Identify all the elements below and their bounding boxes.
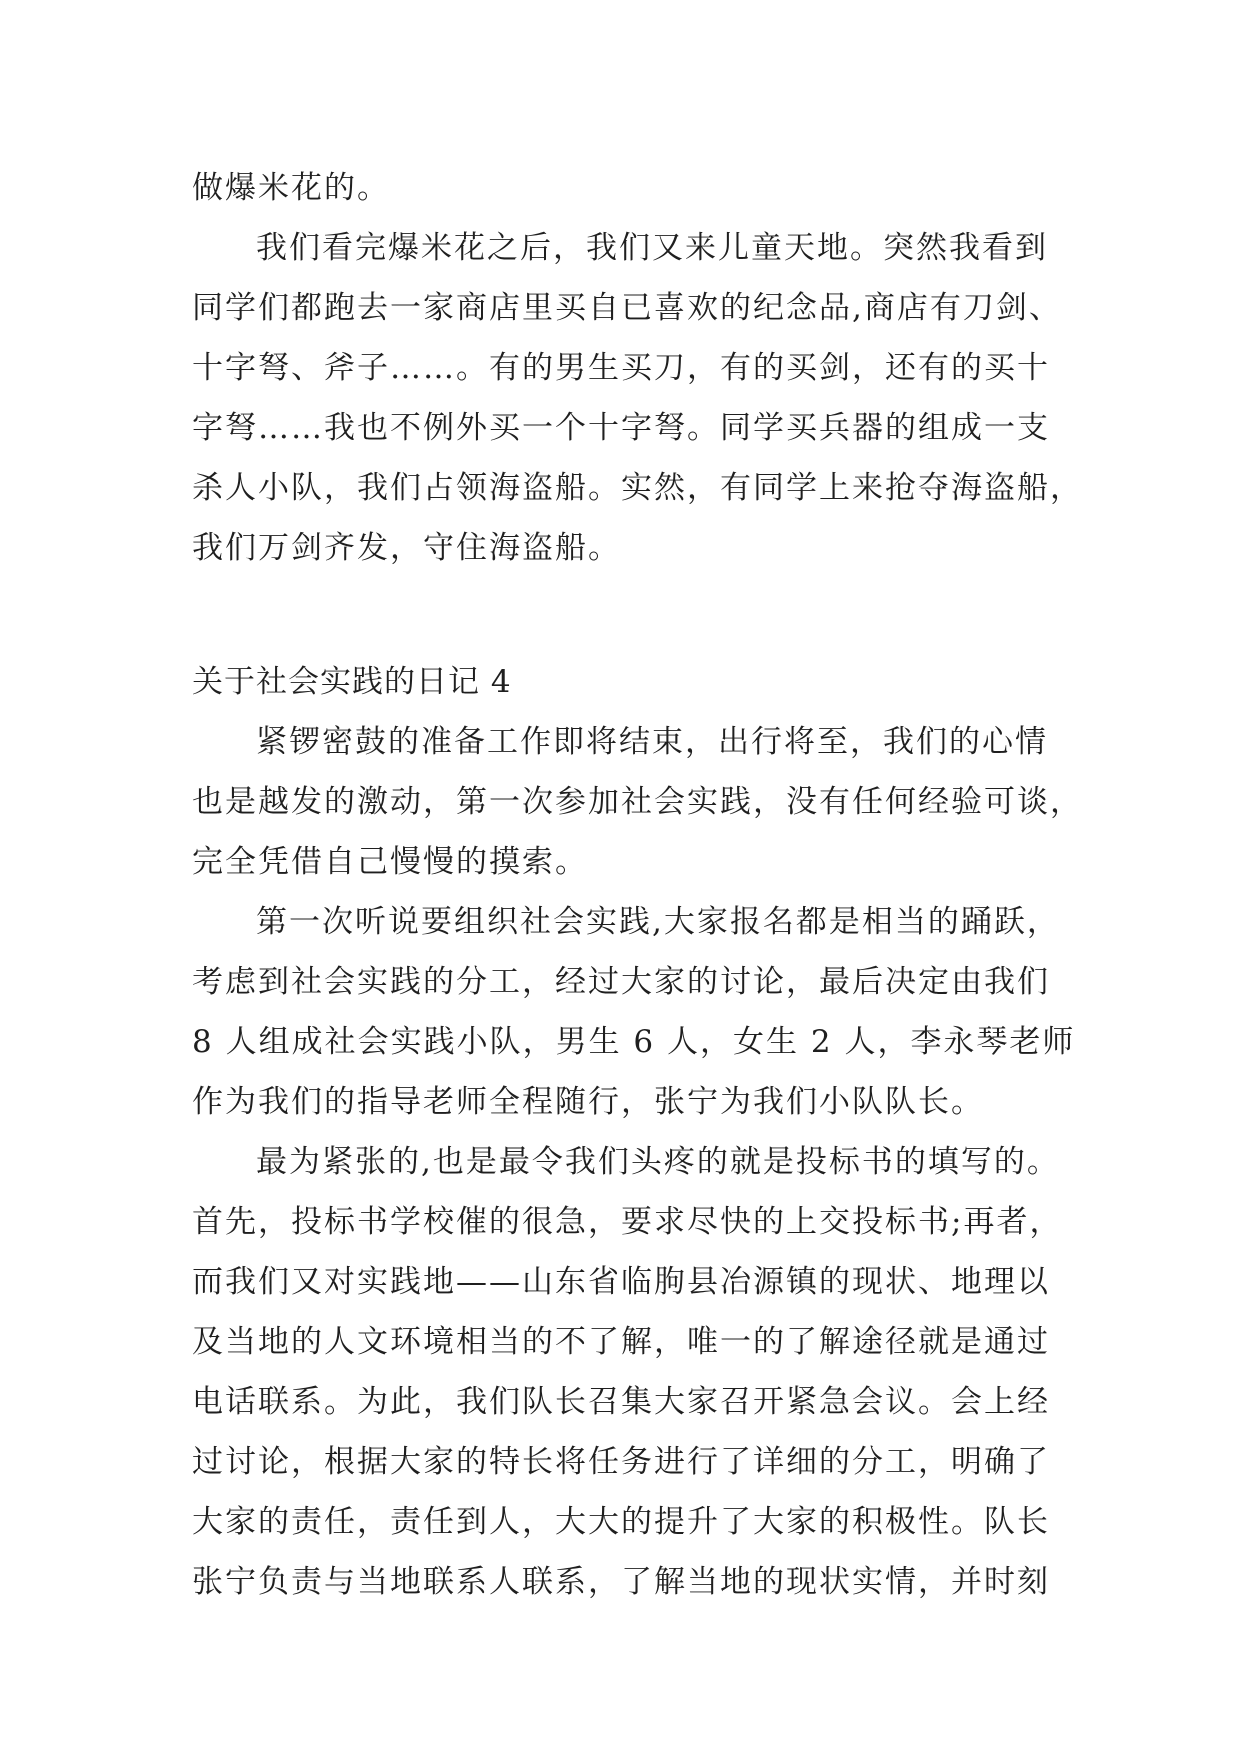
text-line: 电话联系。为此，我们队长召集大家召开紧急会议。会上经 [192,1384,1050,1420]
text-line: 也是越发的激动，第一次参加社会实践，没有任何经验可谈， [192,784,1083,820]
text-line: 完全凭借自己慢慢的摸索。 [192,844,588,880]
text-line: 我们万剑齐发，守住海盗船。 [192,530,621,566]
text-line: 杀人小队，我们占领海盗船。实然，有同学上来抢夺海盗船， [192,470,1083,506]
text-line: 考虑到社会实践的分工，经过大家的讨论，最后决定由我们 [192,964,1050,1000]
text-line: 作为我们的指导老师全程随行，张宁为我们小队队长。 [192,1084,984,1120]
text-line: 字弩……我也不例外买一个十字弩。同学买兵器的组成一支 [192,410,1050,446]
paragraph-continuation [192,158,1092,218]
text-line: 第一次听说要组织社会实践,大家报名都是相当的踊跃， [256,904,1060,940]
text-line: 紧锣密鼓的准备工作即将结束，出行将至，我们的心情 [256,724,1048,760]
text-line: 最为紧张的,也是最令我们头疼的就是投标书的填写的。 [256,1144,1060,1180]
text-line: 大家的责任，责任到人，大大的提升了大家的积极性。队长 [192,1504,1050,1540]
paragraph-team [192,892,1092,1132]
paragraph-shop-story [192,218,1092,578]
text-line: 十字弩、斧子……。有的男生买刀，有的买剑，还有的买十 [192,350,1050,386]
section-gap [192,578,1092,652]
text-line: 及当地的人文环境相当的不了解，唯一的了解途径就是通过 [192,1324,1050,1360]
document-body [192,158,1092,1612]
section-heading: 关于社会实践的日记 4 [192,664,512,700]
text-line: 8 人组成社会实践小队，男生 6 人，女生 2 人，李永琴老师 [192,1024,1076,1060]
paragraph-bid-document [192,1132,1092,1612]
text-line: 首先，投标书学校催的很急，要求尽快的上交投标书;再者， [192,1204,1063,1240]
text-line: 我们看完爆米花之后，我们又来儿童天地。突然我看到 [256,230,1048,266]
paragraph-preparation [192,712,1092,892]
text-line: 而我们又对实践地——山东省临朐县冶源镇的现状、地理以 [192,1264,1050,1300]
text-line: 过讨论，根据大家的特长将任务进行了详细的分工，明确了 [192,1444,1050,1480]
text-line: 做爆米花的。 [192,170,390,206]
text-line: 张宁负责与当地联系人联系，了解当地的现状实情，并时刻 [192,1564,1050,1600]
text-line: 同学们都跑去一家商店里买自已喜欢的纪念品,商店有刀剑、 [192,290,1062,326]
